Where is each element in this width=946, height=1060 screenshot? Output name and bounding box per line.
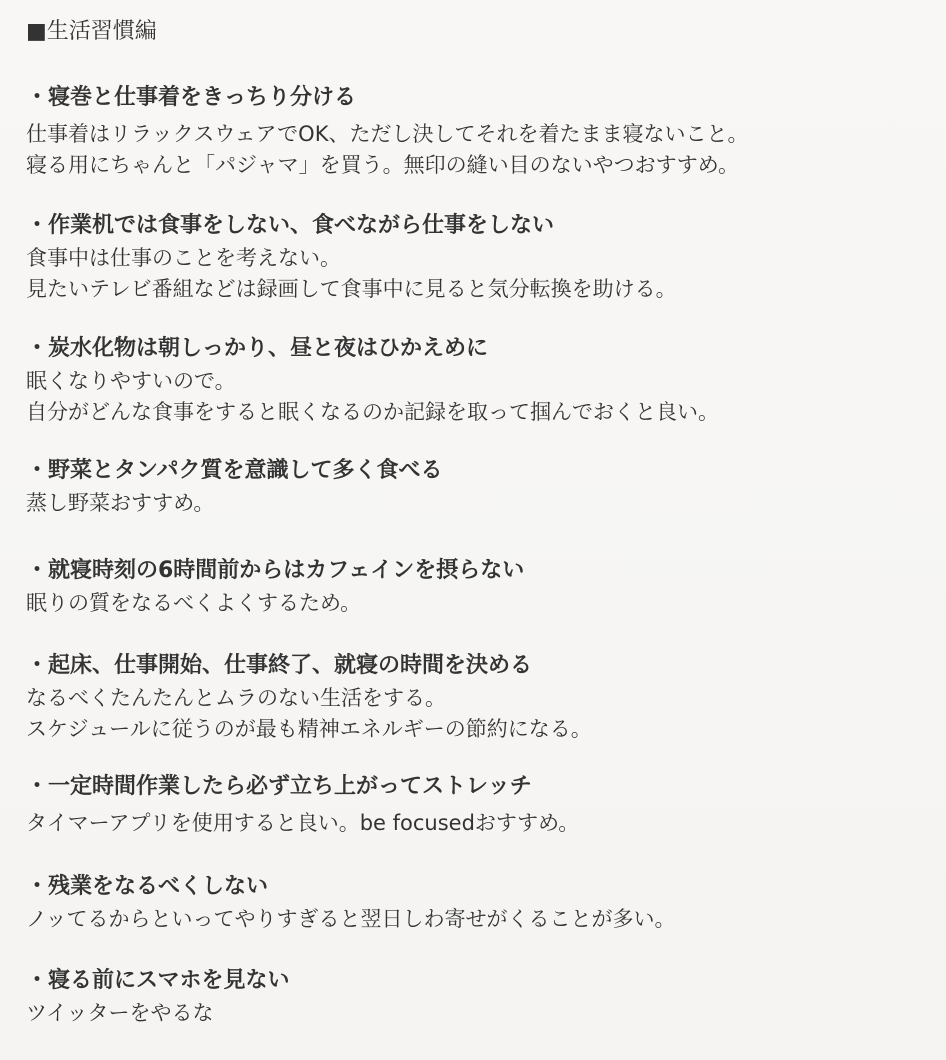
item-title: ・一定時間作業したら必ず立ち上がってストレッチ [26, 774, 532, 799]
list-item [26, 83, 926, 181]
list-item [26, 456, 926, 519]
list-item [26, 556, 926, 619]
item-line: 食事中は仕事のことを考えない。 [26, 246, 341, 270]
item-line: 眠りの質をなるべくよくするため。 [26, 591, 362, 615]
item-line: タイマーアプリを使用すると良い。be focusedおすすめ。 [26, 811, 580, 835]
item-title: ・残業をなるべくしない [26, 874, 269, 899]
item-line: 眠くなりやすいので。 [26, 369, 236, 393]
list-item [26, 966, 926, 1029]
list-item [26, 211, 926, 305]
item-title: ・炭水化物は朝しっかり、昼と夜はひかえめに [26, 336, 489, 361]
item-line: 寝る用にちゃんと「パジャマ」を買う。無印の縫い目のないやつおすすめ。 [26, 153, 739, 177]
item-title: ・寝巻と仕事着をきっちり分ける [26, 85, 357, 110]
item-line: 仕事着はリラックスウェアでOK、ただし決してそれを着たまま寝ないこと。 [26, 122, 749, 146]
item-line: 自分がどんな食事をすると眠くなるのか記録を取って掴んでおくと良い。 [26, 400, 719, 424]
item-title: ・起床、仕事開始、仕事終了、就寝の時間を決める [26, 653, 533, 678]
item-line: スケジュールに従うのが最も精神エネルギーの節約になる。 [26, 717, 592, 741]
list-item [26, 651, 926, 745]
item-line: 蒸し野菜おすすめ。 [26, 491, 215, 515]
list-item [26, 334, 926, 428]
item-title: ・就寝時刻の6時間前からはカフェインを摂らない [26, 558, 525, 583]
item-line: なるべくたんたんとムラのない生活をする。 [26, 686, 446, 710]
item-line: ツイッターをやるな [26, 1001, 214, 1025]
item-title: ・寝る前にスマホを見ない [26, 968, 290, 993]
item-title: ・作業机では食事をしない、食べながら仕事をしない [26, 213, 555, 238]
item-title: ・野菜とタンパク質を意識して多く食べる [26, 458, 443, 483]
section-heading: ■生活習慣編 [26, 19, 157, 44]
list-item [26, 872, 926, 935]
item-line: 見たいテレビ番組などは録画して食事中に見ると気分転換を助ける。 [26, 277, 677, 301]
item-line: ノッてるからといってやりすぎると翌日しわ寄せがくることが多い。 [26, 907, 676, 931]
list-item [26, 772, 926, 839]
